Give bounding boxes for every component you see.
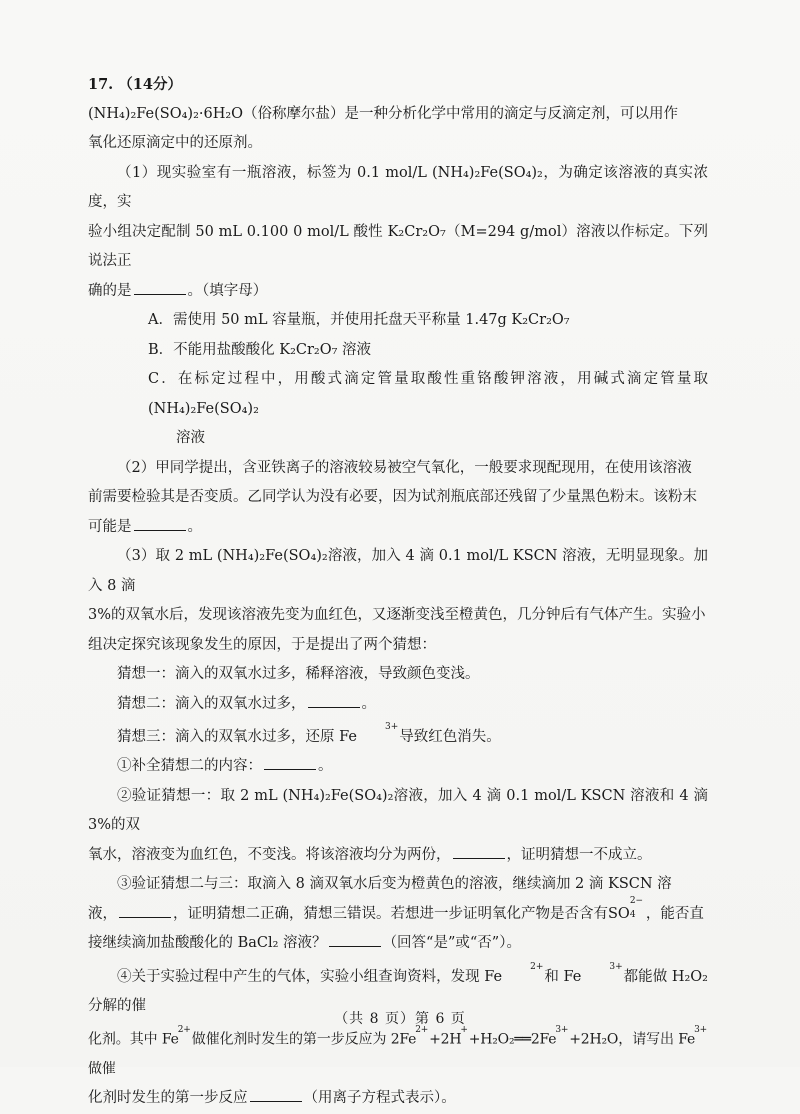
part3-line-1: （3）取 2 mL (NH₄)₂Fe(SO₄)₂溶液，加入 4 滴 0.1 mol/L KSCN 溶液，无明显现象。加入 8 滴: [88, 548, 708, 594]
part3-line-3: 组决定探究该现象发生的原因，于是提出了两个猜想：: [88, 636, 436, 653]
question-number: 17. （14分）: [88, 76, 182, 93]
sub-question-4-line-3: 化剂时发生的第一步反应 （用离子方程式表示）。: [88, 1084, 708, 1114]
sub-question-2-line-2: 氧水，溶液变为血红色，不变浅。将该溶液均分为两份， ，证明猜想一不成立。: [88, 841, 708, 871]
answer-blank[interactable]: [308, 693, 360, 708]
answer-blank[interactable]: [119, 903, 171, 918]
answer-blank[interactable]: [329, 932, 381, 947]
guess-1: 猜想一：滴入的双氧水过多，稀释溶液，导致颜色变浅。: [117, 666, 480, 682]
option-c-line-2: 溶液: [176, 430, 205, 446]
sub-question-4-line-2: 化剂。其中 $Fe^{2+}$做催化剂时发生的第一步反应为 $2Fe^{2+}+2H^++H_2O_2══2Fe^{3+}+2H_2O$，请写出 $Fe^{3+}$做催: [88, 1024, 707, 1077]
answer-blank[interactable]: [264, 755, 316, 770]
part3-line-2: 3%的双氧水后，发现该溶液先变为血红色，又逐渐变浅至橙黄色，几分钟后有气体产生。实验小: [88, 607, 706, 623]
part1-line-2: 验小组决定配制 50 mL 0.100 0 mol/L 酸性 K₂Cr₂O₇（M=294 g/mol）溶液以作标定。下列说法正: [88, 223, 708, 269]
sub-question-1: ①补全猜想二的内容： 。: [88, 752, 708, 782]
intro-line-2: 氧化还原滴定中的还原剂。: [88, 135, 262, 151]
part2-line-2: 前需要检验其是否变质。乙同学认为没有必要，因为试剂瓶底部还残留了少量黑色粉末。该粉末: [88, 489, 697, 505]
answer-blank[interactable]: [134, 516, 186, 531]
guess-2: 猜想二：滴入的双氧水过多， 。: [88, 690, 708, 720]
option-c-line-1: C．在标定过程中，用酸式滴定管量取酸性重铬酸钾溶液，用碱式滴定管量取(NH₄)₂Fe(SO₄)₂: [148, 371, 708, 417]
sub-question-3-line-3: 接继续滴加盐酸酸化的 BaCl₂ 溶液？ （回答“是”或“否”）。: [88, 929, 708, 959]
question-17: [88, 70, 708, 1114]
page-footer: （共 8 页）第 6 页: [334, 1011, 466, 1027]
sub-question-3-line-1: ③验证猜想二与三：取滴入 8 滴双氧水后变为橙黄色的溶液，继续滴加 2 滴 KSCN 溶: [117, 876, 672, 893]
sub-question-3-line-2: 液， ，证明猜想二正确，猜想三错误。若想进一步证明氧化产物是否含有SO 2− 4 ，能否直: [88, 895, 704, 922]
part1-line-1: （1）现实验室有一瓶溶液，标签为 0.1 mol/L (NH₄)₂Fe(SO₄)₂，为确定该溶液的真实浓度，实: [88, 164, 708, 210]
answer-blank[interactable]: [453, 844, 505, 859]
part1-line-3: 确的是 。（填字母）: [88, 277, 708, 307]
option-b: B．不能用盐酸酸化 K₂Cr₂O₇ 溶液: [148, 341, 372, 358]
part2-line-1: （2）甲同学提出，含亚铁离子的溶液较易被空气氧化，一般要求现配现用，在使用该溶液: [117, 459, 692, 476]
guess-3: 猜想三：滴入的双氧水过多，还原 $Fe^{3+}$导致红色消失。: [117, 722, 501, 745]
sulfate-charge: 2− 4: [629, 895, 644, 920]
sub-question-4-line-1: ④关于实验过程中产生的气体，实验小组查询资料，发现 $Fe^{2+}$和 $Fe^{3+}$都能做 H₂O₂ 分解的催: [88, 961, 708, 1015]
answer-blank[interactable]: [250, 1087, 302, 1102]
option-a: A．需使用 50 mL 容量瓶，并使用托盘天平称量 1.47g K₂Cr₂O₇: [148, 312, 570, 328]
intro-line-1: (NH₄)₂Fe(SO₄)₂·6H₂O（俗称摩尔盐）是一种分析化学中常用的滴定与反滴定剂，可以用作: [88, 105, 679, 122]
part2-line-3: 可能是 。: [88, 513, 708, 543]
answer-blank[interactable]: [134, 280, 186, 295]
sub-question-2-line-1: ②验证猜想一：取 2 mL (NH₄)₂Fe(SO₄)₂溶液，加入 4 滴 0.1 mol/L KSCN 溶液和 4 滴 3%的双: [88, 787, 708, 834]
